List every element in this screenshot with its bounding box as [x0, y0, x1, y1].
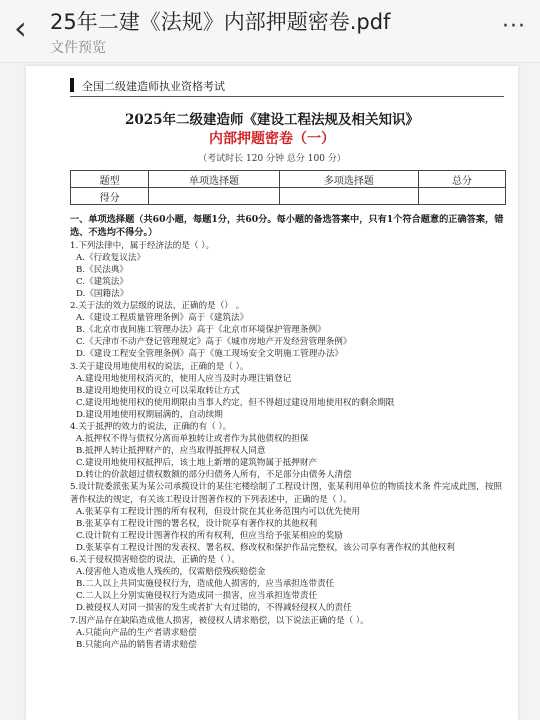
question-stem: 3.关于建设用地使用权的说法，正确的是（ ）。	[70, 361, 249, 372]
top-bar	[0, 0, 540, 63]
score-cell	[149, 188, 280, 205]
document-subtitle: 内部押题密卷（一）	[209, 131, 335, 147]
answer-option: C.《天津市不动产登记管理规定》高于《城市房地产开发经营管理条例》	[76, 337, 352, 348]
score-table-header: 多项选择题	[279, 171, 418, 188]
answer-option: C.二人以上分别实施侵权行为造成同一损害，应当承担连带责任	[76, 591, 318, 602]
answer-option: A.只能向产品的生产者请求赔偿	[76, 627, 197, 638]
answer-option: A.抵押权不得与债权分离而单独转让或者作为其他债权的担保	[76, 434, 309, 445]
score-cell	[418, 188, 505, 205]
question-list	[70, 240, 510, 651]
question-stem: 5.设计院委派张某为某公司承揽设计的某住宅楼绘制了工程设计图，张某利用单位的物质技术条 件完成此图，按照著作权法的规定，有关该工程设计图著作权的下列表述中，正确的是（ ）。	[70, 482, 503, 505]
document-title: 2025年二级建造师《建设工程法规及相关知识》	[124, 112, 420, 128]
answer-option: D.《国籍法》	[76, 288, 129, 299]
score-table-header: 单项选择题	[149, 171, 280, 188]
header-bar-mark	[70, 78, 74, 92]
score-table-header: 总分	[418, 171, 505, 188]
score-row-label: 得分	[71, 188, 149, 205]
answer-option: A.侵害他人造成他人残疾的，仅需赔偿残疾赔偿金	[76, 567, 266, 578]
question-body	[70, 214, 510, 651]
question-stem: 1.下列法律中，属于经济法的是（ ）。	[70, 240, 215, 251]
back-arrow-icon[interactable]: ‹	[14, 9, 27, 47]
answer-option: B.《民法典》	[76, 264, 129, 275]
pdf-page	[26, 66, 518, 720]
answer-option: B.张某享有工程设计图的署名权，设计院享有著作权的其他权利	[76, 518, 318, 529]
question-stem: 6.关于侵权损害赔偿的说法，正确的是（ ）。	[70, 555, 240, 566]
more-options-icon[interactable]: ···	[502, 14, 526, 39]
file-title: 25年二建《法规》内部押题密卷.pdf	[50, 10, 391, 34]
header-rule	[70, 96, 504, 97]
score-table	[70, 170, 506, 205]
answer-option: B.建设用地使用权的设立可以采取转让方式	[76, 385, 240, 396]
score-table-row	[71, 188, 506, 205]
score-table-header: 题型	[71, 171, 149, 188]
answer-option: A.《建设工程质量管理条例》高于《建筑法》	[76, 313, 249, 324]
exam-meta: （考试时长 120 分钟 总分 100 分）	[198, 154, 346, 164]
answer-option: D.转让的价款超过债权数额的部分归债务人所有，不足部分由债务人清偿	[76, 470, 352, 481]
answer-option: B.只能向产品的销售者请求赔偿	[76, 639, 197, 650]
answer-option: B.《北京市夜间施工管理办法》高于《北京市环境保护管理条例》	[76, 325, 326, 336]
answer-option: C.建设用地使用权抵押后，该土地上新增的建筑物属于抵押财产	[76, 458, 318, 469]
answer-option: D.建设用地使用权期届满的，自动续期	[76, 409, 223, 420]
answer-option: A.张某享有工程设计图的所有权利，但设计院在其业务范围内可以优先使用	[76, 506, 360, 517]
answer-option: C.《建筑法》	[76, 276, 128, 287]
question-stem: 7.因产品存在缺陷造成他人损害，被侵权人请求赔偿，以下说法正确的是（ ）。	[70, 615, 369, 626]
answer-option: D.张某享有工程设计图的发表权、署名权、修改权和保护作品完整权，该公司享有著作权的其他权利	[76, 542, 455, 553]
answer-option: A.建设用地使用权消灭的，使用人应当及时办理注销登记	[76, 373, 292, 384]
question-stem: 2.关于法的效力层级的说法，正确的是（） 。	[70, 301, 245, 312]
answer-option: C.建设用地使用权的使用期限由当事人约定，但不得超过建设用地使用权的剩余期限	[76, 397, 395, 408]
exam-header: 全国二级建造师执业资格考试	[82, 80, 225, 93]
file-preview-label: 文件预览	[50, 40, 106, 56]
answer-option: C.设计院有工程设计图著作权的所有权利，但应当给予张某相应的奖励	[76, 530, 343, 541]
score-table-header-row	[71, 171, 506, 188]
answer-option: B.抵押人转让抵押财产的，应当取得抵押权人同意	[76, 446, 266, 457]
question-stem: 4.关于抵押的效力的说法，正确的有（ ）。	[70, 422, 232, 432]
answer-option: D.《建设工程安全管理条例》高于《施工现场安全文明施工管理办法》	[76, 349, 344, 360]
answer-option: B.二人以上共同实施侵权行为，造成他人损害的，应当承担连带责任	[76, 579, 335, 590]
section-title: 一、单项选择题（共60小题，每题1分，共60分。每小题的备选答案中，只有1个符合题意的正确答案，错选、不选均不得分。）	[70, 214, 504, 238]
score-cell	[279, 188, 418, 205]
answer-option: A.《行政复议法》	[76, 252, 146, 263]
answer-option: D.被侵权人对同一损害的发生或者扩大有过错的，不得减轻侵权人的责任	[76, 603, 352, 614]
